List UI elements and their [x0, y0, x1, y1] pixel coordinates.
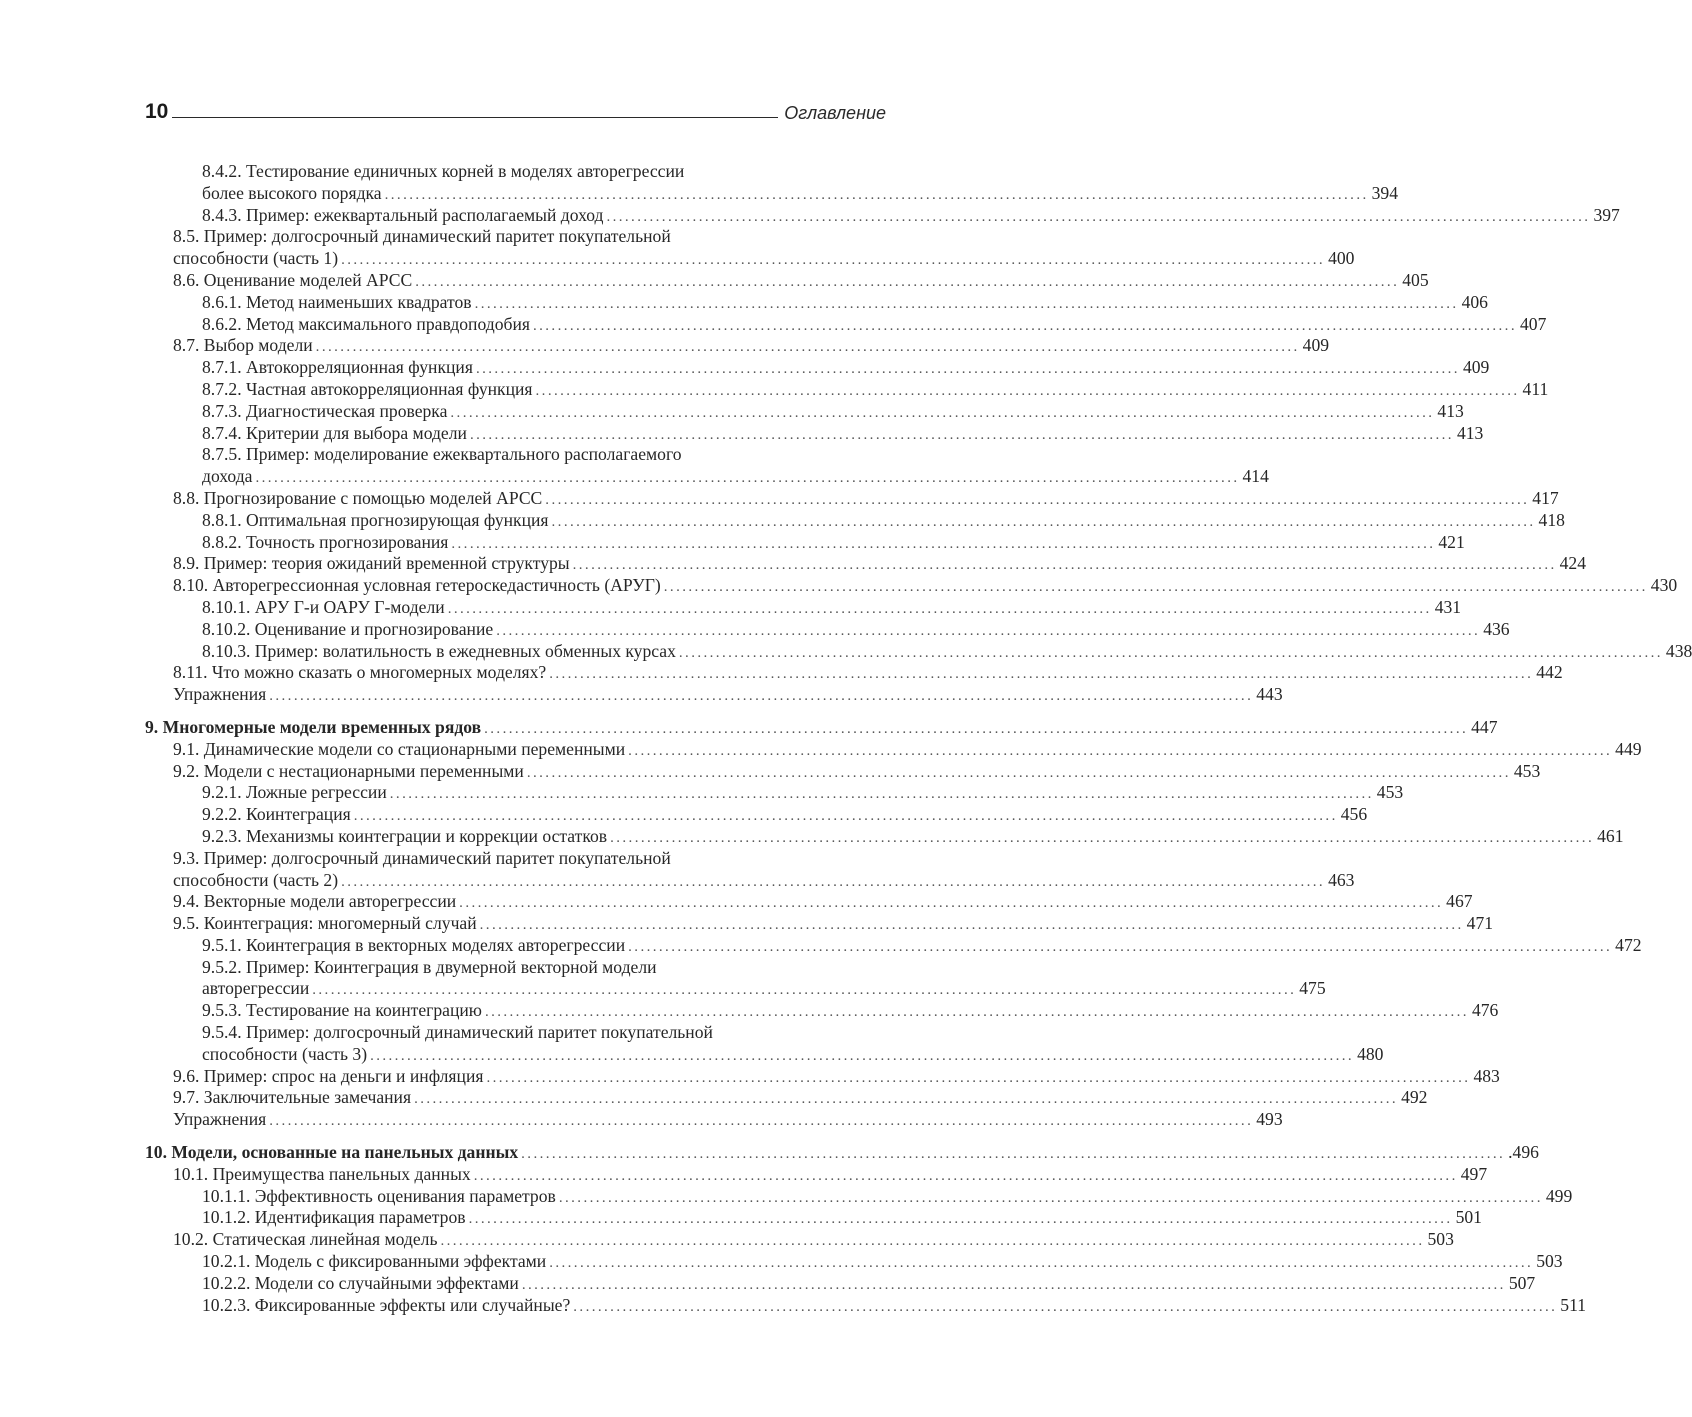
toc-entry[interactable] — [145, 782, 1404, 804]
toc-chapter-title: 10. Модели, основанные на панельных данных — [145, 1142, 519, 1163]
toc-page-number: 400 — [1328, 248, 1355, 269]
header-rule — [172, 117, 778, 118]
dot-leader: ................................................................................................................................................................ — [474, 295, 1459, 312]
toc-entry-title: 8.10.3. Пример: волатильность в ежедневных обменных курсах — [202, 640, 676, 661]
toc-page-number: 483 — [1473, 1065, 1500, 1086]
dot-leader: ................................................................................................................................................................ — [473, 1167, 1458, 1184]
toc-entry[interactable] — [145, 640, 1692, 663]
dot-leader: ................................................................................................................................................................ — [486, 1069, 1471, 1086]
toc-page-number: 421 — [1438, 531, 1465, 552]
toc-entry-title: 9.2.1. Ложные регрессии — [202, 782, 387, 803]
toc-page-number: 467 — [1446, 891, 1473, 912]
dot-leader: ................................................................................................................................................................ — [450, 404, 1435, 421]
toc-entry[interactable] — [145, 913, 1494, 935]
toc-entry[interactable] — [145, 934, 1642, 957]
toc-page-number: 503 — [1536, 1251, 1563, 1272]
toc-page-number: 407 — [1519, 313, 1547, 334]
toc-chapter-title: 9. Многомерные модели временных рядов — [145, 716, 482, 737]
toc-page-number: 413 — [1437, 400, 1464, 421]
toc-entry-title: 10.1.2. Идентификация параметров — [202, 1207, 466, 1228]
table-of-contents — [145, 161, 1692, 1316]
toc-entry[interactable] — [145, 509, 1565, 532]
toc-entry[interactable] — [145, 596, 1462, 619]
toc-entry-line: 8.4.2. Тестирование единичных корней в моделях авторегрессии — [202, 161, 685, 181]
toc-entry-title: 8.7.1. Автокорреляционная функция — [202, 357, 473, 378]
toc-entry[interactable] — [145, 1272, 1536, 1295]
toc-entry[interactable] — [145, 553, 1587, 575]
toc-page-number: 461 — [1597, 825, 1624, 846]
toc-entry[interactable] — [145, 313, 1547, 336]
toc-entry-title: 8.8. Прогнозирование с помощью моделей АРСС — [173, 487, 543, 508]
dot-leader: ................................................................................................................................................................ — [255, 470, 1240, 487]
toc-entry-title: 10.2. Статическая линейная модель — [173, 1229, 438, 1250]
toc-entry-title: 8.4.3. Пример: ежеквартальный располагаемый доход — [202, 204, 604, 225]
dot-leader: ................................................................................................................................................................ — [572, 557, 1557, 574]
toc-entry-title: 8.7.2. Частная автокорреляционная функция — [202, 378, 533, 399]
toc-entry-title: 9.2.3. Механизмы коинтеграции и коррекции остатков — [202, 825, 608, 846]
toc-entry[interactable] — [145, 1000, 1499, 1022]
toc-entry-title: 8.6. Оценивание моделей АРСС — [173, 269, 413, 290]
toc-entry-title: 9.1. Динамические модели со стационарными переменными — [173, 738, 626, 759]
toc-entry-line: 8.5. Пример: долгосрочный динамический паритет покупательной — [173, 226, 671, 247]
toc-page-number: 447 — [1471, 716, 1498, 737]
toc-page-number: 443 — [1256, 684, 1283, 705]
toc-page-number: 394 — [1371, 182, 1399, 203]
dot-leader: ................................................................................................................................................................ — [573, 1298, 1558, 1315]
toc-entry-title: 8.6.1. Метод наименьших квадратов — [202, 291, 472, 312]
toc-entry[interactable] — [145, 378, 1549, 401]
dot-leader: ................................................................................................................................................................ — [628, 742, 1613, 759]
dot-leader: ................................................................................................................................................................ — [496, 622, 1481, 639]
toc-page-number: 493 — [1256, 1109, 1283, 1130]
toc-page-number: 424 — [1559, 553, 1587, 574]
toc-entry-title: 9.4. Векторные модели авторегрессии — [173, 891, 457, 912]
toc-entry[interactable] — [145, 1043, 1384, 1066]
toc-page-number: 476 — [1471, 1000, 1499, 1021]
toc-entry-title: 8.10.1. АРУ Г-и ОАРУ Г-модели — [202, 596, 445, 617]
toc-entry-title: 9.5.3. Тестирование на коинтеграцию — [202, 1000, 482, 1021]
dot-leader: ................................................................................................................................................................ — [558, 1189, 1543, 1206]
dot-leader: ................................................................................................................................................................ — [549, 1255, 1534, 1272]
toc-entry[interactable] — [145, 487, 1559, 510]
toc-entry-title: 9.7. Заключительные замечания — [173, 1087, 412, 1108]
toc-entry-line: 9.5.2. Пример: Коинтеграция в двумерной векторной модели — [202, 956, 657, 977]
toc-entry[interactable] — [145, 618, 1510, 641]
toc-page-number: 413 — [1456, 422, 1484, 443]
toc-entry-title: Упражнения — [173, 1109, 267, 1130]
dot-leader: ................................................................................................................................................................ — [535, 382, 1520, 399]
toc-page-number: 463 — [1328, 869, 1355, 890]
dot-leader: ................................................................................................................................................................ — [269, 688, 1254, 705]
toc-page-number: 449 — [1615, 738, 1642, 759]
toc-entry[interactable] — [145, 248, 1355, 270]
toc-page-number: 453 — [1376, 782, 1404, 803]
toc-page-number: 507 — [1508, 1272, 1536, 1293]
toc-entry-title: 8.8.2. Точность прогнозирования — [202, 531, 449, 552]
toc-entry[interactable] — [145, 269, 1429, 292]
toc-entry-title: 8.6.2. Метод максимального правдоподобия — [202, 313, 530, 334]
toc-entry-line: 8.7.5. Пример: моделирование ежеквартального располагаемого — [202, 444, 682, 465]
toc-entry[interactable] — [145, 1163, 1488, 1186]
toc-page-number: 471 — [1466, 913, 1494, 934]
toc-entry-title: 9.6. Пример: спрос на деньги и инфляция — [173, 1065, 484, 1086]
toc-page-number: 409 — [1302, 335, 1330, 356]
toc-page-number: 417 — [1532, 487, 1559, 508]
toc-entry-title: 8.7.4. Критерии для выбора модели — [202, 422, 467, 443]
toc-entry-title: 10.2.1. Модель с фиксированными эффектами — [202, 1251, 547, 1272]
dot-leader: ................................................................................................................................................................ — [545, 491, 1530, 508]
toc-entry[interactable] — [145, 684, 1283, 706]
toc-entry[interactable] — [145, 825, 1624, 848]
dot-leader: ................................................................................................................................................................ — [447, 600, 1432, 617]
toc-page-number: 475 — [1299, 978, 1326, 999]
dot-leader: ................................................................................................................................................................ — [484, 720, 1469, 737]
toc-chapter[interactable] — [145, 1142, 1539, 1164]
toc-page-number: 438 — [1665, 640, 1692, 661]
dot-leader: ................................................................................................................................................................ — [479, 917, 1464, 934]
dot-leader: ................................................................................................................................................................ — [312, 982, 1297, 999]
dot-leader: ................................................................................................................................................................ — [389, 786, 1374, 803]
dot-leader: ................................................................................................................................................................ — [526, 764, 1511, 781]
toc-page-number: 503 — [1427, 1229, 1454, 1250]
toc-entry-line: 9.5.4. Пример: долгосрочный динамический паритет покупательной — [202, 1022, 713, 1043]
page-header — [145, 92, 886, 122]
toc-entry[interactable] — [145, 1229, 1454, 1251]
toc-entry[interactable] — [145, 357, 1490, 379]
dot-leader: ................................................................................................................................................................ — [551, 513, 1536, 530]
toc-page-number: 431 — [1434, 596, 1462, 617]
dot-leader: ................................................................................................................................................................ — [628, 938, 1613, 955]
toc-entry-title: 10.2.3. Фиксированные эффекты или случайные? — [202, 1294, 571, 1315]
toc-entry-title: 9.2.2. Коинтеграция — [202, 804, 351, 825]
dot-leader: ................................................................................................................................................................ — [269, 1113, 1254, 1130]
toc-page-number: .496 — [1508, 1142, 1539, 1163]
toc-entry-line: 9.3. Пример: долгосрочный динамический паритет покупательной — [173, 847, 671, 868]
dot-leader: ................................................................................................................................................................ — [521, 1276, 1506, 1293]
page-number: 10 — [145, 100, 169, 123]
toc-entry[interactable] — [145, 204, 1620, 227]
dot-leader: ................................................................................................................................................................ — [610, 829, 1595, 846]
toc-entry[interactable] — [145, 869, 1355, 892]
toc-entry[interactable] — [145, 182, 1399, 205]
toc-page-number: 501 — [1455, 1207, 1482, 1228]
toc-entry-title: 8.11. Что можно сказать о многомерных моделях? — [173, 662, 547, 683]
toc-page-number: 406 — [1461, 291, 1488, 312]
toc-entry-title: 10.2.2. Модели со случайными эффектами — [202, 1272, 519, 1293]
dot-leader: ................................................................................................................................................................ — [549, 666, 1534, 683]
toc-entry-title: 9.5.1. Коинтеграция в векторных моделях авторегрессии — [202, 934, 626, 955]
toc-entry[interactable] — [145, 531, 1465, 554]
toc-entry-title: способности (часть 2) — [173, 869, 339, 890]
toc-page-number: 414 — [1242, 466, 1269, 487]
toc-entry-title: авторегрессии — [202, 978, 310, 999]
toc-entry[interactable] — [145, 1294, 1587, 1317]
dot-leader: ................................................................................................................................................................ — [341, 252, 1326, 269]
toc-entry-title: способности (часть 1) — [173, 248, 339, 269]
toc-entry[interactable] — [145, 575, 1678, 597]
dot-leader: ................................................................................................................................................................ — [678, 644, 1663, 661]
toc-entry-title: 8.10.2. Оценивание и прогнозирование — [202, 618, 494, 639]
toc-entry[interactable] — [145, 891, 1473, 913]
dot-leader: ................................................................................................................................................................ — [459, 895, 1444, 912]
toc-entry[interactable] — [145, 804, 1368, 826]
toc-page-number: 430 — [1650, 575, 1678, 596]
dot-leader: ................................................................................................................................................................ — [353, 808, 1338, 825]
toc-page-number: 492 — [1401, 1087, 1428, 1108]
toc-page-number: 418 — [1538, 509, 1565, 530]
toc-page-number: 472 — [1615, 934, 1642, 955]
dot-leader: ................................................................................................................................................................ — [663, 579, 1648, 596]
toc-page-number: 480 — [1357, 1043, 1384, 1064]
toc-chapter[interactable] — [145, 716, 1498, 739]
toc-entry-title: Упражнения — [173, 684, 267, 705]
dot-leader: ................................................................................................................................................................ — [384, 186, 1369, 203]
toc-page-number: 436 — [1483, 618, 1510, 639]
toc-entry[interactable] — [145, 1087, 1428, 1109]
toc-entry-title: 9.5. Коинтеграция: многомерный случай — [173, 913, 477, 934]
dot-leader: ................................................................................................................................................................ — [341, 873, 1326, 890]
toc-page-number: 499 — [1545, 1185, 1573, 1206]
toc-page-number: 511 — [1560, 1294, 1587, 1315]
toc-entry-title: 8.10. Авторегрессионная условная гетероскедастичность (АРУГ) — [173, 575, 661, 596]
toc-page-number: 456 — [1340, 804, 1368, 825]
toc-entry[interactable] — [145, 978, 1326, 1000]
dot-leader: ................................................................................................................................................................ — [440, 1233, 1425, 1250]
toc-entry-title: 8.8.1. Оптимальная прогнозирующая функция — [202, 509, 549, 530]
toc-entry[interactable] — [145, 1185, 1573, 1208]
toc-page-number: 442 — [1536, 662, 1563, 683]
toc-entry[interactable] — [145, 1109, 1283, 1131]
toc-entry-title: более высокого порядка — [202, 182, 382, 203]
toc-entry[interactable] — [145, 760, 1541, 783]
toc-page-number: 397 — [1593, 204, 1620, 225]
toc-entry[interactable] — [145, 466, 1269, 488]
toc-entry-title: 8.9. Пример: теория ожиданий временной структуры — [173, 553, 570, 574]
toc-entry[interactable] — [145, 291, 1488, 314]
dot-leader: ................................................................................................................................................................ — [475, 361, 1460, 378]
toc-entry[interactable] — [145, 1065, 1500, 1088]
dot-leader: ................................................................................................................................................................ — [521, 1146, 1506, 1163]
toc-page-number: 411 — [1522, 378, 1549, 399]
dot-leader: ................................................................................................................................................................ — [468, 1211, 1453, 1228]
dot-leader: ................................................................................................................................................................ — [484, 1004, 1469, 1021]
dot-leader: ................................................................................................................................................................ — [415, 273, 1400, 290]
dot-leader: ................................................................................................................................................................ — [315, 339, 1300, 356]
toc-entry-title: дохода — [202, 466, 253, 487]
toc-entry-title: 8.7. Выбор модели — [173, 335, 313, 356]
toc-page-number: 405 — [1402, 269, 1429, 290]
toc-entry[interactable] — [145, 400, 1464, 423]
dot-leader: ................................................................................................................................................................ — [370, 1047, 1355, 1064]
dot-leader: ................................................................................................................................................................ — [606, 208, 1591, 225]
toc-page-number: 497 — [1460, 1163, 1488, 1184]
toc-entry[interactable] — [145, 422, 1484, 445]
dot-leader: ................................................................................................................................................................ — [532, 317, 1517, 334]
toc-entry[interactable] — [145, 662, 1563, 684]
dot-leader: ................................................................................................................................................................ — [414, 1091, 1399, 1108]
dot-leader: ................................................................................................................................................................ — [451, 535, 1436, 552]
toc-entry[interactable] — [145, 335, 1330, 357]
toc-entry[interactable] — [145, 1251, 1563, 1273]
toc-page-number: 409 — [1462, 357, 1490, 378]
toc-entry-title: 10.1. Преимущества панельных данных — [173, 1163, 471, 1184]
toc-entry-title: 8.7.3. Диагностическая проверка — [202, 400, 448, 421]
toc-entry-title: 9.2. Модели с нестационарными переменными — [173, 760, 524, 781]
toc-page-number: 453 — [1513, 760, 1541, 781]
dot-leader: ................................................................................................................................................................ — [469, 426, 1454, 443]
running-title: Оглавление — [784, 103, 886, 123]
toc-entry[interactable] — [145, 1207, 1482, 1229]
toc-entry-title: 10.1.1. Эффективность оценивания параметров — [202, 1185, 556, 1206]
toc-entry[interactable] — [145, 738, 1642, 761]
toc-entry-title: способности (часть 3) — [202, 1043, 368, 1064]
